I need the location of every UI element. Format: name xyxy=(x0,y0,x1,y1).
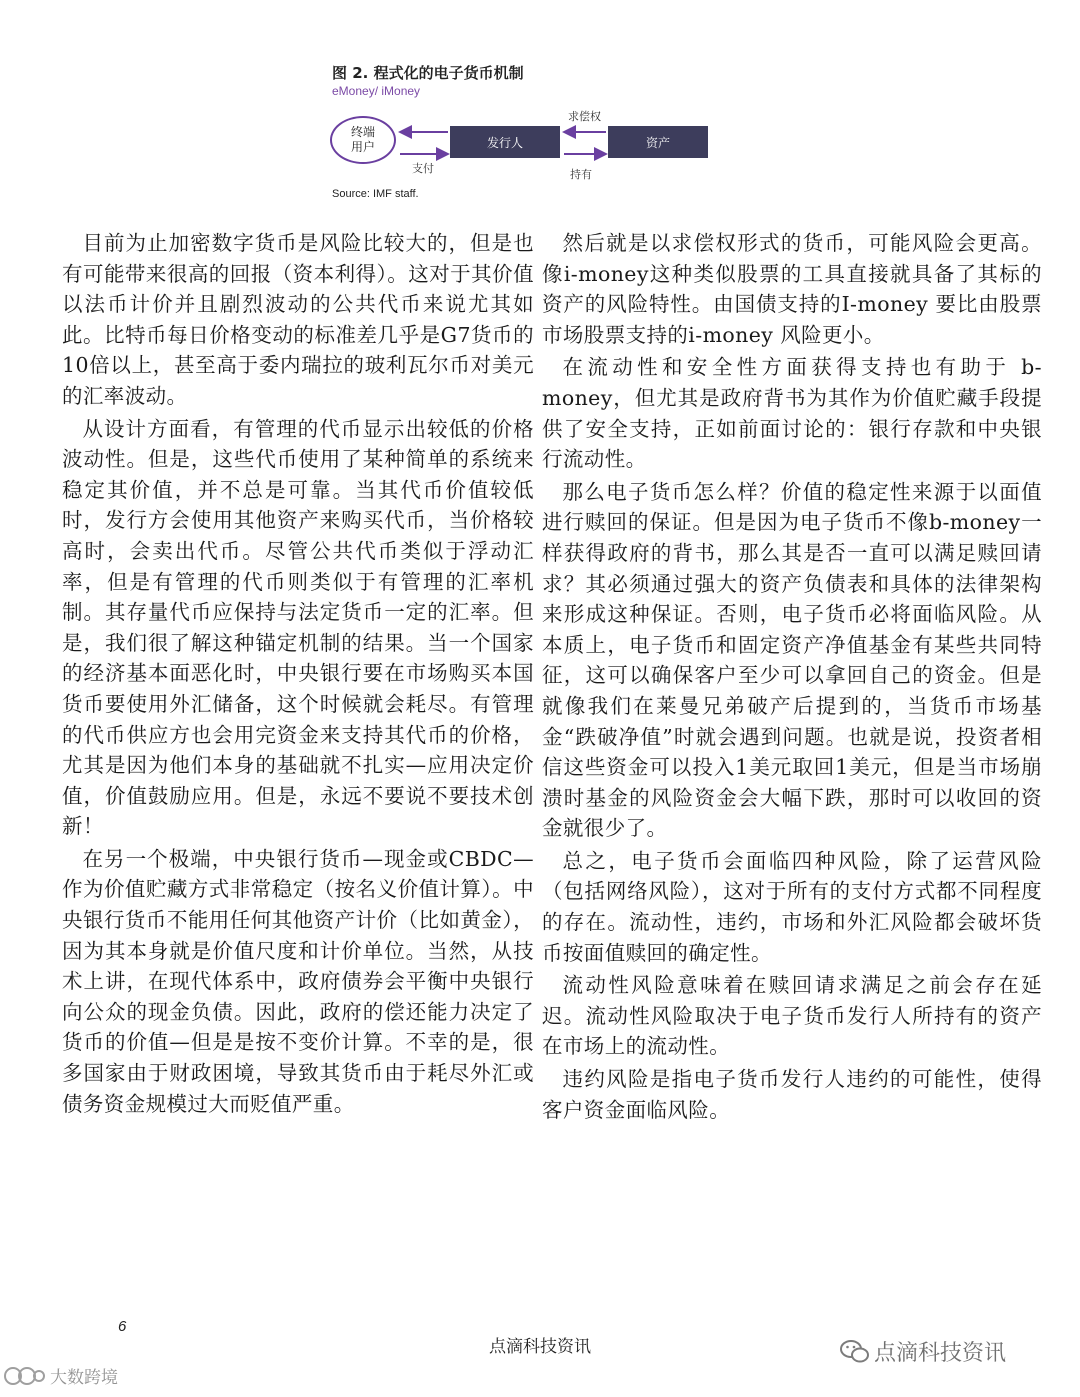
paragraph: 目前为止加密数字货币是风险比较大的，但是也有可能带来很高的回报（资本利得）。这对于其价值以法币计价并且剧烈波动的公共代币来说尤其如此。比特币每日价格变动的标准差几乎是G7货币的10倍以上，甚至高于委内瑞拉的玻利瓦尔币对美元的汇率波动。 xyxy=(62,231,534,408)
paragraph: 流动性风险意味着在赎回请求满足之前会存在延迟。流动性风险取决于电子货币发行人所持有的资产在市场上的流动性。 xyxy=(542,973,1042,1059)
figure-emoney-mechanism xyxy=(330,62,730,212)
wechat-watermark-text: 点滴科技资讯 xyxy=(874,1341,1007,1366)
paragraph: 从设计方面看，有管理的代币显示出较低的价格波动性。但是，这些代币使用了某种简单的系统来稳定其价值，并不总是可靠。当其代币价值较低时，发行方会使用其他资产来购买代币，当价格较高时，会卖出代币。尽管公共代币类似于浮动汇率，但是有管理的代币则类似于有管理的汇率机制。其存量代币应保持与法定货币一定的汇率。但是，我们很了解这种锚定机制的结果。当一个国家的经济基本面恶化时，中央银行要在市场购买本国货币要使用外汇储备，这个时候就会耗尽。有管理的代币供应方也会用完资金来支持其代币的价格，尤其是因为他们本身的基础就不扎实—应用决定价值，价值鼓励应用。但是，永远不要说不要技术创新！ xyxy=(62,416,534,839)
paragraph: 在流动性和安全性方面获得支持也有助于 b-money，但尤其是政府背书为其作为价值贮藏手段提供了安全支持，正如前面讨论的：银行存款和中央银行流动性。 xyxy=(542,355,1042,472)
assets-node xyxy=(608,126,708,158)
corner-watermark xyxy=(2,1363,118,1388)
issuer-label: 发行人 xyxy=(486,135,523,150)
assets-label: 资产 xyxy=(645,135,670,150)
right-column xyxy=(542,228,1042,1127)
paragraph: 在另一个极端，中央银行货币—现金或CBDC—作为价值贮藏方式非常稳定（按名义价值计算）。中央银行货币不能用任何其他资产计价（比如黄金），因为其本身就是价值尺度和计价单位。当然，从技术上讲，在现代体系中，政府债券会平衡中央银行向公众的现金负债。因此，政府的偿还能力决定了货币的价值—但是是按不变价计算。不幸的是，很多国家由于财政困境，导致其货币由于耗尽外汇或债务资金规模过大而贬值严重。 xyxy=(62,846,534,1116)
figure-subtitle: eMoney/ iMoney xyxy=(332,84,421,98)
corner-watermark-text: 大数跨境 xyxy=(50,1368,118,1388)
end-user-node xyxy=(330,116,396,164)
brand-logo-icon xyxy=(2,1365,46,1387)
wechat-icon xyxy=(840,1339,870,1365)
claim-label: 求偿权 xyxy=(568,110,601,123)
paragraph: 然后就是以求偿权形式的货币，可能风险会更高。像i-money这种类似股票的工具直接就具备了其标的资产的风险特性。由国债支持的I-money 要比由股票市场股票支持的i-money 风险更小。 xyxy=(542,231,1042,347)
figure-title: 图 2. 程式化的电子货币机制 xyxy=(332,64,524,82)
end-user-label: 终端用户 xyxy=(350,125,375,154)
pay-label: 支付 xyxy=(412,162,434,175)
left-column xyxy=(62,228,534,1121)
footer-source: 点滴科技资讯 xyxy=(489,1337,591,1357)
hold-label: 持有 xyxy=(570,168,592,181)
figure-source: Source: IMF staff. xyxy=(332,188,419,200)
page-number: 6 xyxy=(118,1318,127,1335)
paragraph: 那么电子货币怎么样？价值的稳定性来源于以面值进行赎回的保证。但是因为电子货币不像b-money一样获得政府的背书，那么其是否一直可以满足赎回请求？其必须通过强大的资产负债表和具体的法律架构来形成这种保证。否则，电子货币必将面临风险。从本质上，电子货币和固定资产净值基金有某些共同特征，这可以确保客户至少可以拿回自己的资金。但是就像我们在莱曼兄弟破产后提到的，当货币市场基金“跌破净值”时就会遇到问题。也就是说，投资者相信这些资金可以投入1美元取回1美元，但是当市场崩溃时基金的风险资金会大幅下跌，那时可以收回的资金就很少了。 xyxy=(542,479,1042,841)
paragraph: 总之，电子货币会面临四种风险，除了运营风险（包括网络风险），这对于所有的支付方式都不同程度的存在。流动性，违约，市场和外汇风险都会破坏货币按面值赎回的确定性。 xyxy=(542,848,1042,965)
wechat-watermark xyxy=(840,1336,1006,1367)
issuer-node xyxy=(450,126,560,158)
paragraph: 违约风险是指电子货币发行人违约的可能性，使得客户资金面临风险。 xyxy=(542,1067,1042,1122)
